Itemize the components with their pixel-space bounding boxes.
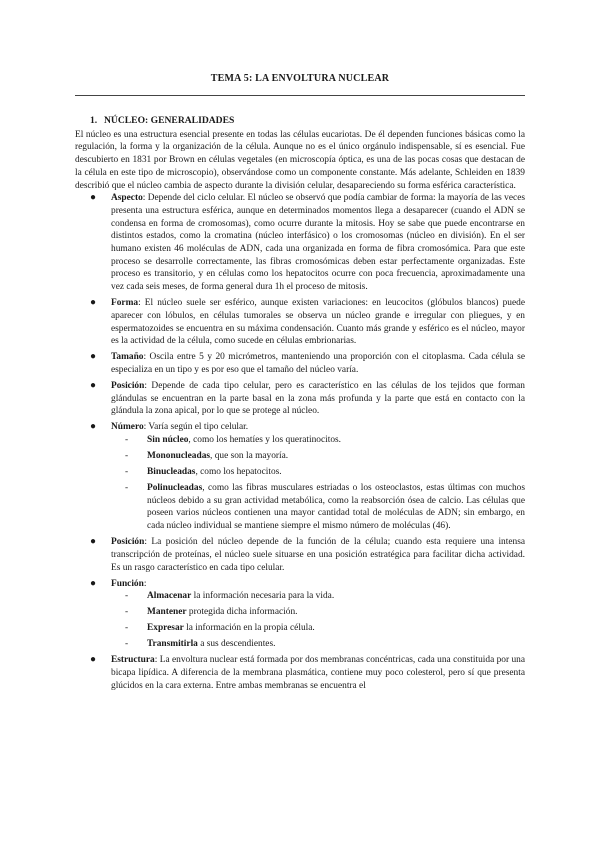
bullet-posicion-funcion — [75, 536, 525, 574]
bullet-list — [75, 192, 525, 692]
dash-marker: - — [125, 467, 129, 478]
sub-list-funcion — [111, 590, 525, 651]
bullet-text: : El núcleo suele ser esférico, aunque existen variaciones: en leucocitos (glóbulos blancos) puede aparecer con lóbulos, en células tumorales se observa un núcleo grande e irregular con pliegues, y en espermatozoides se encuentra en su máxima condensación. Cuanto más grande y esférico es el núcleo, mayor es la actividad de la célula, como sucede en células embrionarias. — [111, 298, 525, 347]
bullet-text: : La envoltura nuclear está formada por dos membranas concéntricas, cada una constituida por una bicapa lipídica. A diferencia de la membrana plasmática, contiene muy poco colesterol, pero sí que presenta glúcidos en la cara externa. Entre ambas membranas se encuentra el — [111, 655, 525, 691]
bullet-term: Posición — [111, 380, 145, 391]
bullet-aspecto — [75, 192, 525, 294]
bullet-text: : Depende de cada tipo celular, pero es característico en las células de los tejidos que forman glándulas se encuentran en la parte basal en la zona más profunda y la parte que está en contacto con la glándula la zona apical, por lo que se protege al núcleo. — [111, 380, 525, 417]
bullet-text: : La posición del núcleo depende de la función de la célula; cuando esta requiere una intensa transcripción de proteínas, el núcleo suele situarse en una posición estratégica para facilitar dicha actividad. Es un rasgo característico en cada tipo celular. — [111, 537, 525, 573]
sub-item-term: Almacenar — [147, 591, 192, 602]
bullet-text: : Varía según el tipo celular. — [143, 422, 249, 433]
sub-item-term: Binucleadas — [147, 467, 196, 478]
sub-item-text: a sus descendientes. — [197, 639, 276, 650]
sub-item-term: Transmitirla — [147, 639, 198, 650]
dash-marker: - — [125, 435, 129, 446]
bullet-icon: ● — [90, 192, 97, 204]
sub-item — [111, 450, 525, 463]
sub-item — [111, 482, 525, 533]
sub-item-text: , como los hepatocitos. — [195, 467, 282, 478]
document-body — [75, 115, 525, 696]
dash-marker: - — [125, 591, 129, 602]
sub-item-term: Mantener — [147, 607, 187, 618]
sub-item-term: Sin núcleo — [147, 435, 189, 446]
bullet-term: Tamaño — [111, 352, 144, 363]
dash-marker: - — [125, 607, 129, 618]
dash-marker: - — [125, 483, 129, 494]
bullet-icon: ● — [90, 297, 97, 309]
dash-marker: - — [125, 451, 129, 462]
bullet-icon: ● — [90, 536, 97, 548]
sub-item-term: Expresar — [147, 623, 184, 634]
sub-item-text: protegida dicha información. — [186, 607, 298, 618]
bullet-term: Número — [111, 422, 144, 433]
bullet-text: : — [143, 578, 147, 589]
bullet-estructura — [75, 654, 525, 692]
bullet-forma — [75, 297, 525, 348]
bullet-text: : Oscila entre 5 y 20 micrómetros, manteniendo una proporción con el citoplasma. Cada célula se especializa en un tipo y es por eso que el tamaño del núcleo varía. — [111, 352, 525, 375]
document-title: TEMA 5: LA ENVOLTURA NUCLEAR — [210, 73, 390, 84]
dash-marker: - — [125, 623, 129, 634]
sub-item-text: , como los hematíes y los queratinocitos. — [188, 435, 341, 446]
intro-paragraph: El núcleo es una estructura esencial presente en todas las células eucariotas. De él dependen funciones básicas como la regulación, la forma y la organización de la célula. Aunque no es el único orgánulo indispensable, sí es esencial. Fue descubierto en 1831 por Brown en células vegetales (en microscopía óptica, es una de las pocas cosas que destacan de la célula en este tipo de microscopio), observándose como un componente constante. Más adelante, Schleiden en 1839 describió que el núcleo cambia de aspecto durante la división celular, desapareciendo su forma esférica característica. — [75, 129, 525, 191]
sub-item-text: , que son la mayoría. — [210, 451, 289, 462]
sub-item-term: Mononucleadas — [147, 451, 211, 462]
bullet-icon: ● — [90, 421, 97, 433]
sub-item-term: Polinucleadas — [147, 483, 203, 494]
bullet-numero — [75, 421, 525, 533]
bullet-icon: ● — [90, 379, 97, 391]
bullet-term: Función — [111, 578, 144, 589]
sub-item — [111, 622, 525, 635]
section-heading — [90, 115, 525, 128]
bullet-tamano — [75, 351, 525, 376]
section-heading-text: NÚCLEO: GENERALIDADES — [104, 115, 235, 126]
bullet-icon: ● — [90, 654, 97, 666]
bullet-term: Estructura — [111, 655, 155, 666]
bullet-text: : Depende del ciclo celular. El núcleo se observó que podía cambiar de forma: la mayoría de las veces presenta una estructura esférica, aunque en determinados momentos llega a desaparecer (cuando el ADN se condensa en forma de cromosomas), como ocurre durante la mitosis. Hoy se sabe que puede encontrarse en distintos estados, como la cromatina (núcleo interfásico) o los cromosomas (núcleo en división). En el ser humano existen 46 moléculas de ADN, cada una organizada en forma de fibra cromosómica. Para que este proceso se desarrolle correctamente, las fibras cromosómicas deben estar perfectamente organizadas. Este proceso es transitorio, y en células como los hepatocitos ocurre con poca frecuencia, aproximadamente una vez cada seis meses, de forma general dura 1h el proceso de mitosis. — [111, 193, 525, 293]
sub-item — [111, 590, 525, 603]
bullet-term: Forma — [111, 298, 139, 309]
sub-item-text: la información necesaria para la vida. — [191, 591, 335, 602]
sub-item — [111, 434, 525, 447]
sub-item — [111, 466, 525, 479]
bullet-posicion — [75, 380, 525, 418]
title-divider — [75, 95, 525, 96]
sub-item-text: , como las fibras musculares estriadas o los osteoclastos, estas últimas con muchos núcleos debido a su gran actividad metabólica, como la reabsorción ósea de calcio. Las células que poseen varios núcleos contienen una mayor cantidad total de moléculas de ADN; sin embargo, en cada núcleo individual se mantiene siempre el mismo número de moléculas (46). — [147, 483, 525, 532]
bullet-term: Aspecto — [111, 193, 143, 204]
bullet-term: Posición — [111, 537, 145, 548]
sub-item — [111, 606, 525, 619]
sub-item — [111, 638, 525, 651]
dash-marker: - — [125, 639, 129, 650]
sub-list-numero — [111, 434, 525, 533]
section-number: 1. — [90, 115, 98, 126]
sub-item-text: la información en la propia célula. — [183, 623, 315, 634]
bullet-icon: ● — [90, 351, 97, 363]
bullet-funcion — [75, 578, 525, 651]
bullet-icon: ● — [90, 577, 97, 589]
